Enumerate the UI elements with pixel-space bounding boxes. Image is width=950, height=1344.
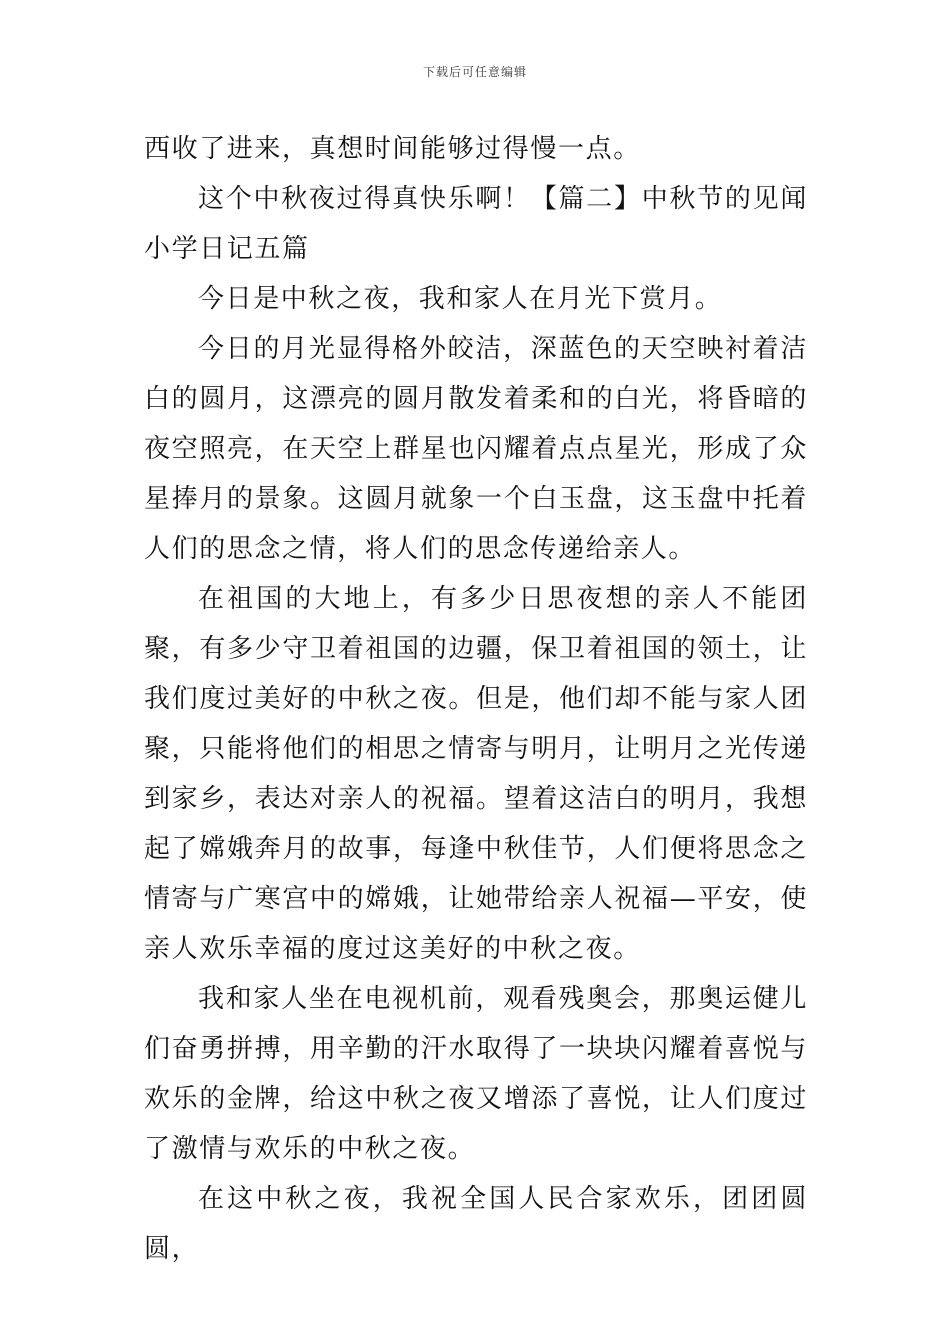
paragraph-3: 今日是中秋之夜，我和家人在月光下赏月。: [198, 284, 723, 314]
paragraph-4: 今日的月光显得格外皎洁，深蓝色的天空映衬着洁白的圆月，这漂亮的圆月散发着柔和的白光，将昏暗的夜空照亮，在天空上群星也闪耀着点点星光，形成了众星捧月的景象。这圆月就象一个白玉盘，这玉盘中托着人们的思念之情，将人们的思念传递给亲人。: [144, 334, 808, 564]
paragraph-7: 在这中秋之夜，我祝全国人民合家欢乐，团团圆圆，: [144, 1184, 808, 1264]
page-header-note: 下载后可任意编辑: [422, 65, 527, 79]
document-body: [144, 124, 808, 1274]
paragraph-2: 这个中秋夜过得真快乐啊！【篇二】中秋节的见闻小学日记五篇: [144, 184, 808, 264]
paragraph-5: 在祖国的大地上，有多少日思夜想的亲人不能团聚，有多少守卫着祖国的边疆，保卫着祖国的领土，让我们度过美好的中秋之夜。但是，他们却不能与家人团聚，只能将他们的相思之情寄与明月，让明月之光传递到家乡，表达对亲人的祝福。望着这洁白的明月，我想起了嫦娥奔月的故事，每逢中秋佳节，人们便将思念之情寄与广寒宫中的嫦娥，让她带给亲人祝福—平安，使亲人欢乐幸福的度过这美好的中秋之夜。: [144, 584, 808, 964]
paragraph-1: 西收了进来，真想时间能够过得慢一点。: [144, 134, 641, 164]
paragraph-6: 我和家人坐在电视机前，观看残奥会，那奥运健儿们奋勇拼搏，用辛勤的汗水取得了一块块闪耀着喜悦与欢乐的金牌，给这中秋之夜又增添了喜悦，让人们度过了激情与欢乐的中秋之夜。: [144, 984, 808, 1164]
